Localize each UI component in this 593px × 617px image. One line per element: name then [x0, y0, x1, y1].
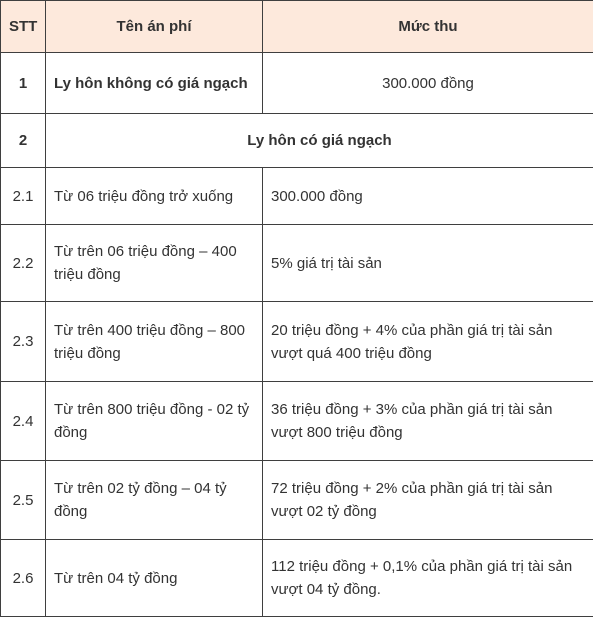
table-row: [1, 382, 593, 461]
row-fee-amount: 300.000 đồng: [263, 53, 593, 114]
row-stt: 2.6: [1, 540, 46, 617]
header-fee-amount: Mức thu: [263, 1, 593, 53]
row-fee-name: Ly hôn không có giá ngạch: [46, 53, 263, 114]
row-fee-amount: 5% giá trị tài sản: [263, 225, 593, 302]
row-fee-name: Từ trên 800 triệu đồng - 02 tỷ đồng: [46, 382, 263, 461]
header-fee-name: Tên án phí: [46, 1, 263, 53]
table-row: [1, 461, 593, 540]
header-stt: STT: [1, 1, 46, 53]
row-fee-amount: 300.000 đồng: [263, 168, 593, 225]
row-fee-amount: 20 triệu đồng + 4% của phần giá trị tài sản vượt quá 400 triệu đồng: [263, 302, 593, 382]
row-stt: 2.1: [1, 168, 46, 225]
row-stt: 2.3: [1, 302, 46, 382]
row-fee-name: Từ trên 04 tỷ đồng: [46, 540, 263, 617]
table-row: [1, 302, 593, 382]
row-fee-name: Từ trên 02 tỷ đồng – 04 tỷ đồng: [46, 461, 263, 540]
row-fee-amount: 112 triệu đồng + 0,1% của phần giá trị tài sản vượt 04 tỷ đồng.: [263, 540, 593, 617]
row-stt: 2.5: [1, 461, 46, 540]
row-stt: 2.2: [1, 225, 46, 302]
table-row: [1, 114, 593, 168]
row-stt: 2.4: [1, 382, 46, 461]
row-stt: 2: [1, 114, 46, 168]
row-group-title: Ly hôn có giá ngạch: [46, 114, 593, 168]
row-fee-name: Từ 06 triệu đồng trở xuống: [46, 168, 263, 225]
row-fee-name: Từ trên 06 triệu đồng – 400 triệu đồng: [46, 225, 263, 302]
table-row: [1, 168, 593, 225]
row-fee-amount: 72 triệu đồng + 2% của phần giá trị tài sản vượt 02 tỷ đồng: [263, 461, 593, 540]
table-row: [1, 53, 593, 114]
row-stt: 1: [1, 53, 46, 114]
row-fee-name: Từ trên 400 triệu đồng – 800 triệu đồng: [46, 302, 263, 382]
table-row: [1, 540, 593, 617]
table-row: [1, 225, 593, 302]
row-fee-amount: 36 triệu đồng + 3% của phần giá trị tài sản vượt 800 triệu đồng: [263, 382, 593, 461]
table-header-row: [1, 1, 593, 53]
